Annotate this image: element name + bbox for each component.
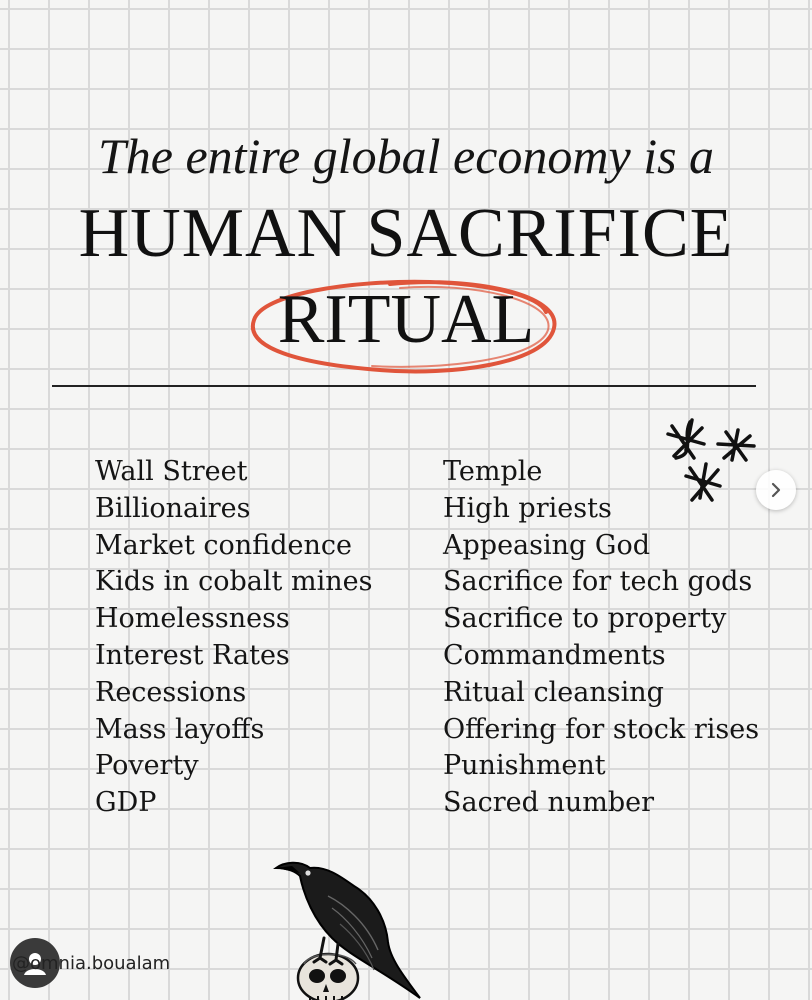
list-item: Billionaires: [95, 492, 251, 524]
list-item: Ritual cleansing: [443, 676, 664, 708]
hand-drawn-stars-icon: [662, 414, 762, 506]
list-item: Interest Rates: [95, 639, 290, 671]
next-button[interactable]: [756, 470, 796, 510]
chevron-right-icon: [767, 481, 785, 499]
divider: [52, 385, 756, 387]
list-item: Appeasing God: [443, 529, 650, 561]
raven-on-skull-illustration: [270, 846, 430, 1000]
left-list: [95, 454, 372, 822]
list-item: Temple: [443, 456, 543, 487]
list-item: Poverty: [95, 750, 199, 782]
list-item: Wall Street: [95, 456, 248, 487]
list-item: Offering for stock rises: [443, 713, 760, 745]
skull-icon: [298, 954, 358, 1000]
list-item: Homelessness: [95, 603, 290, 635]
list-item: Kids in cobalt mines: [95, 566, 373, 598]
list-item: Sacrifice to property: [443, 603, 727, 635]
list-item: High priests: [443, 492, 612, 524]
headline-line-2: HUMAN SACRIFICE: [78, 195, 734, 272]
list-item: Market confidence: [95, 529, 352, 561]
list-item: Mass layoffs: [95, 713, 265, 745]
list-item: Commandments: [443, 639, 666, 671]
list-item: Recessions: [95, 676, 247, 708]
list-item: GDP: [95, 787, 157, 819]
headline-line-1: The entire global economy is a: [97, 128, 715, 184]
list-item: Punishment: [443, 750, 606, 782]
list-item: Sacrifice for tech gods: [443, 566, 753, 598]
headline-line-3: RITUAL: [277, 281, 535, 358]
list-item: Sacred number: [443, 787, 655, 819]
right-list: [443, 454, 759, 822]
author-username[interactable]: @omnia.boualam: [12, 953, 171, 974]
